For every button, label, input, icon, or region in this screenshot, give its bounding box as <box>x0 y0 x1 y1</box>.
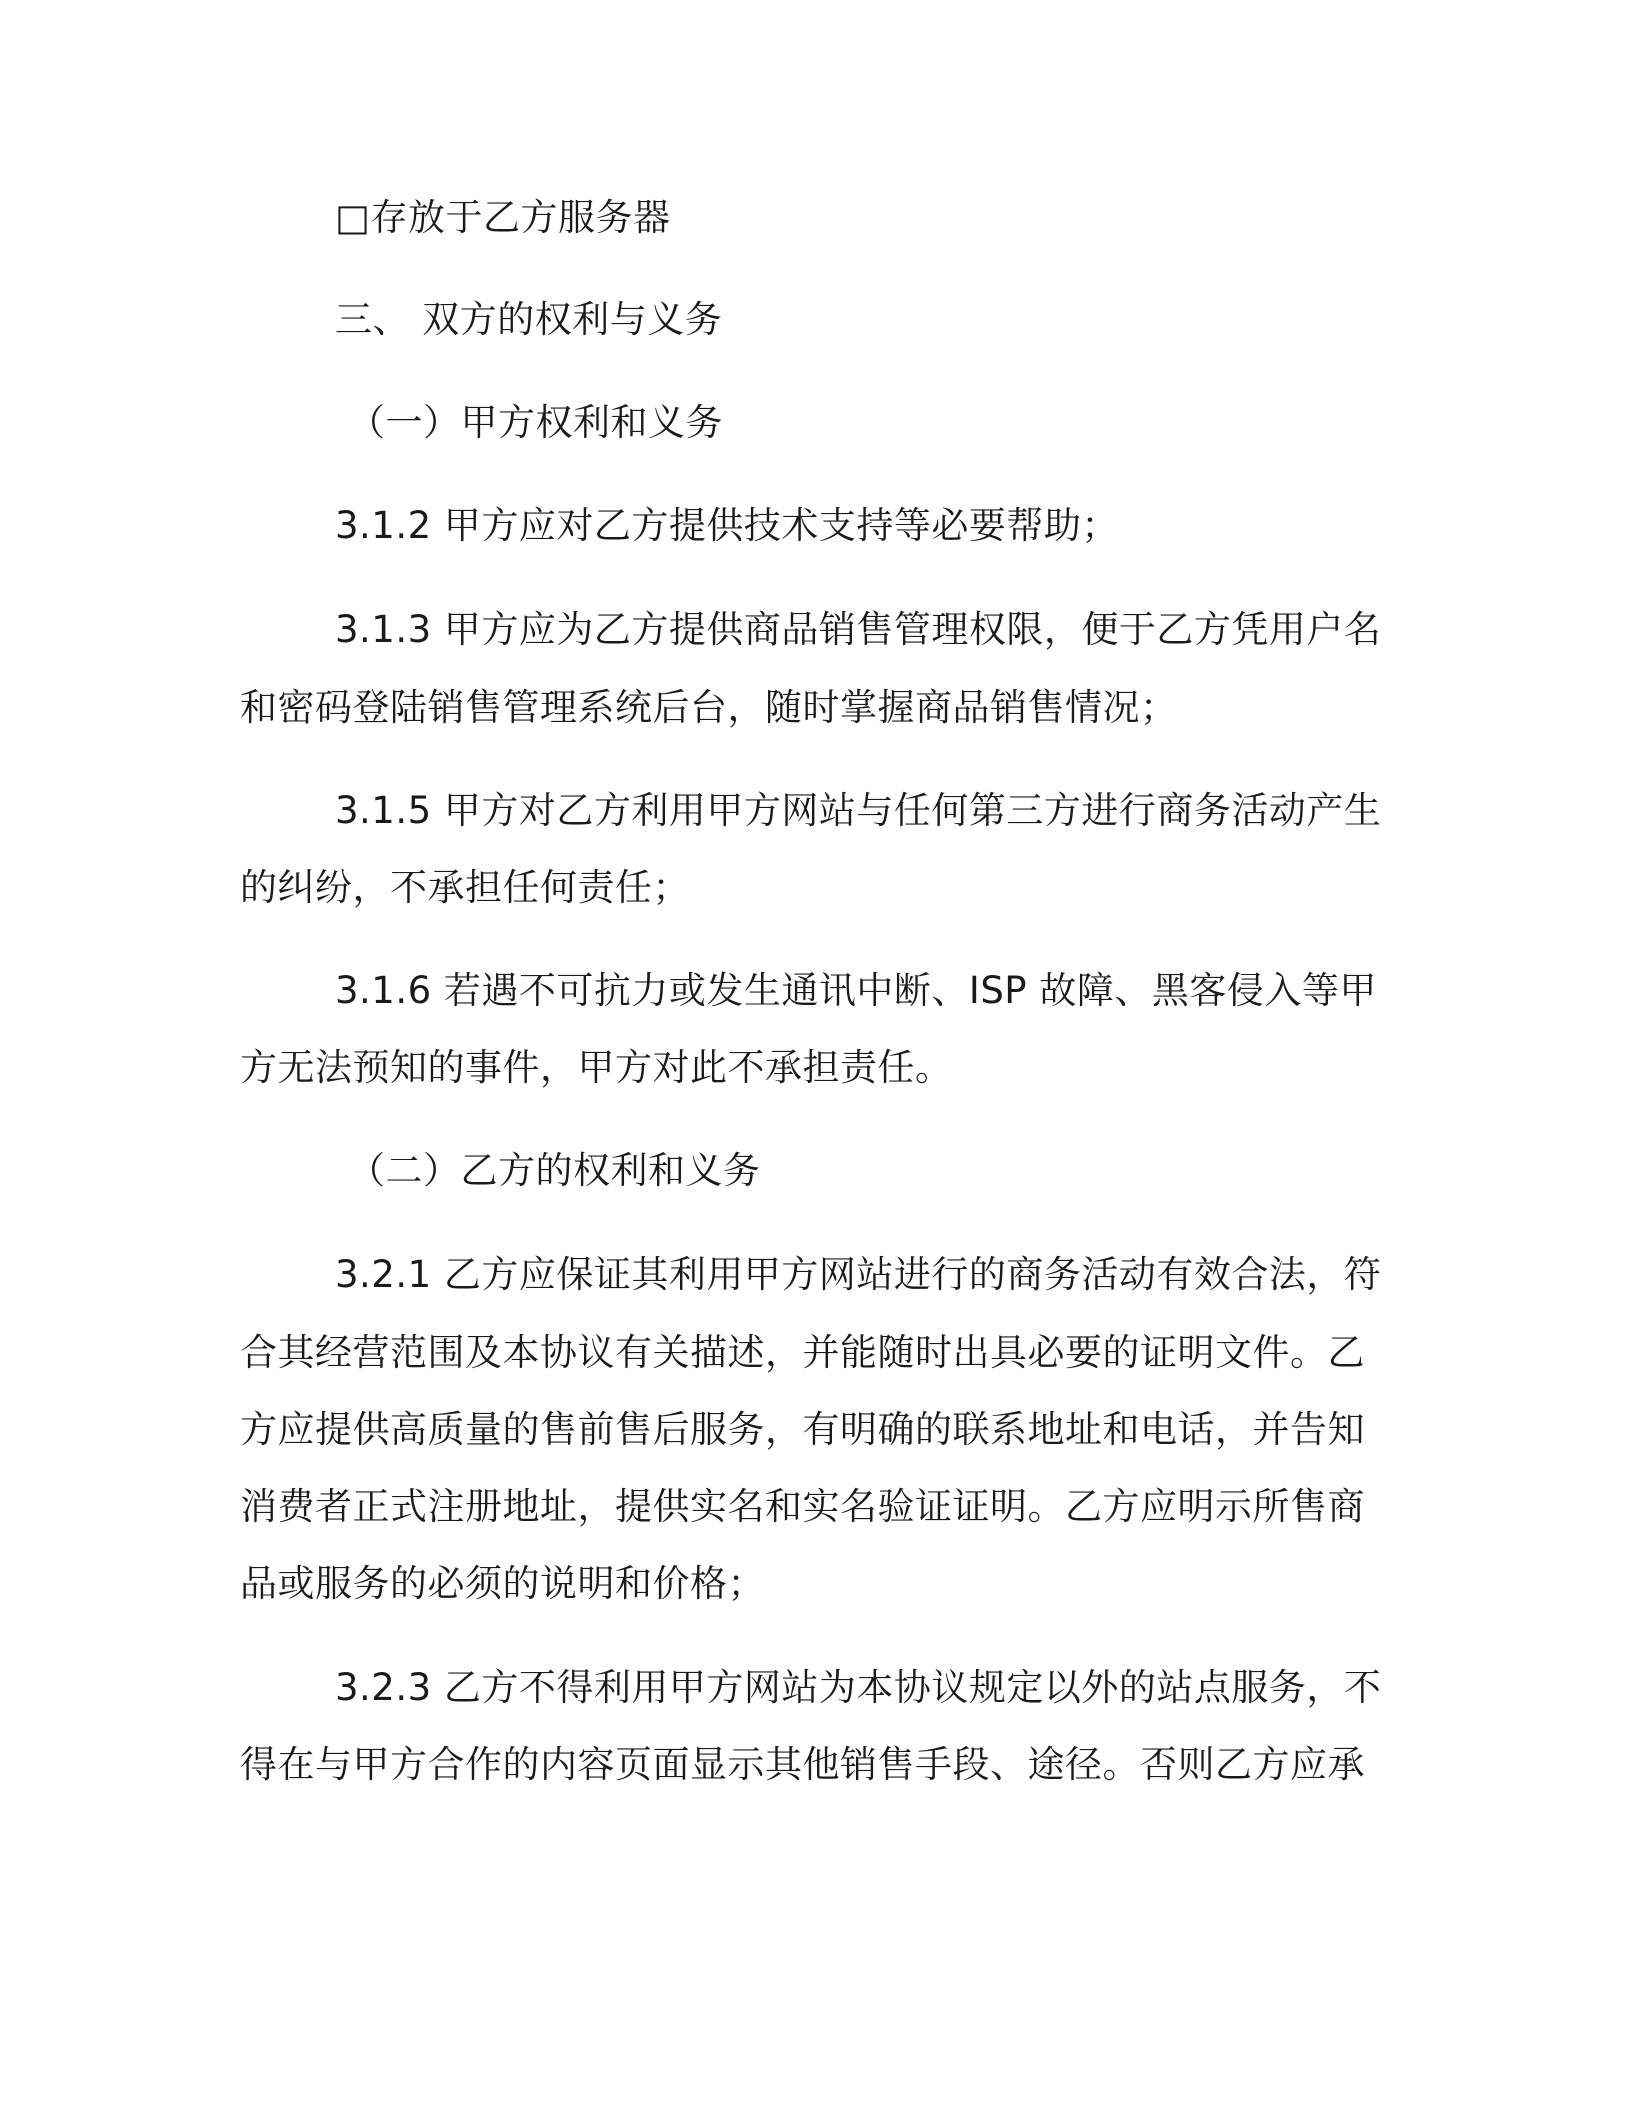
clause-3-2-1-line-4: 消费者正式注册地址，提供实名和实名验证证明。乙方应明示所售商 <box>240 1485 1365 1528</box>
subsection-heading-party-a: （一）甲方权利和义务 <box>348 401 723 444</box>
subsection-heading-party-b: （二）乙方的权利和义务 <box>348 1149 761 1192</box>
clause-3-1-5-line-2: 的纠纷，不承担任何责任； <box>240 866 690 909</box>
clause-3-1-5-line-1: 3.1.5 甲方对乙方利用甲方网站与任何第三方进行商务活动产生 <box>335 789 1382 832</box>
clause-3-1-2: 3.1.2 甲方应对乙方提供技术支持等必要帮助； <box>335 504 1119 547</box>
clause-3-2-1-line-5: 品或服务的必须的说明和价格； <box>240 1562 765 1605</box>
clause-3-2-3-line-2: 得在与甲方合作的内容页面显示其他销售手段、途径。否则乙方应承 <box>240 1743 1365 1786</box>
clause-3-2-1-line-2: 合其经营范围及本协议有关描述，并能随时出具必要的证明文件。乙 <box>240 1331 1365 1374</box>
section-heading: 三、 双方的权利与义务 <box>335 298 723 341</box>
clause-3-2-1-line-1: 3.2.1 乙方应保证其利用甲方网站进行的商务活动有效合法，符 <box>335 1253 1382 1296</box>
clause-3-1-6-line-2: 方无法预知的事件，甲方对此不承担责任。 <box>240 1046 953 1089</box>
clause-3-2-3-line-1: 3.2.3 乙方不得利用甲方网站为本协议规定以外的站点服务，不 <box>335 1666 1382 1709</box>
clause-3-1-3-line-2: 和密码登陆销售管理系统后台，随时掌握商品销售情况； <box>240 686 1178 729</box>
clause-3-1-3-line-1: 3.1.3 甲方应为乙方提供商品销售管理权限，便于乙方凭用户名 <box>335 608 1382 651</box>
clause-3-1-6-line-1: 3.1.6 若遇不可抗力或发生通讯中断、ISP 故障、黑客侵入等甲 <box>335 969 1377 1012</box>
clause-3-2-1-line-3: 方应提供高质量的售前售后服务，有明确的联系地址和电话，并告知 <box>240 1408 1365 1451</box>
checkbox-option-line: □存放于乙方服务器 <box>335 196 671 239</box>
